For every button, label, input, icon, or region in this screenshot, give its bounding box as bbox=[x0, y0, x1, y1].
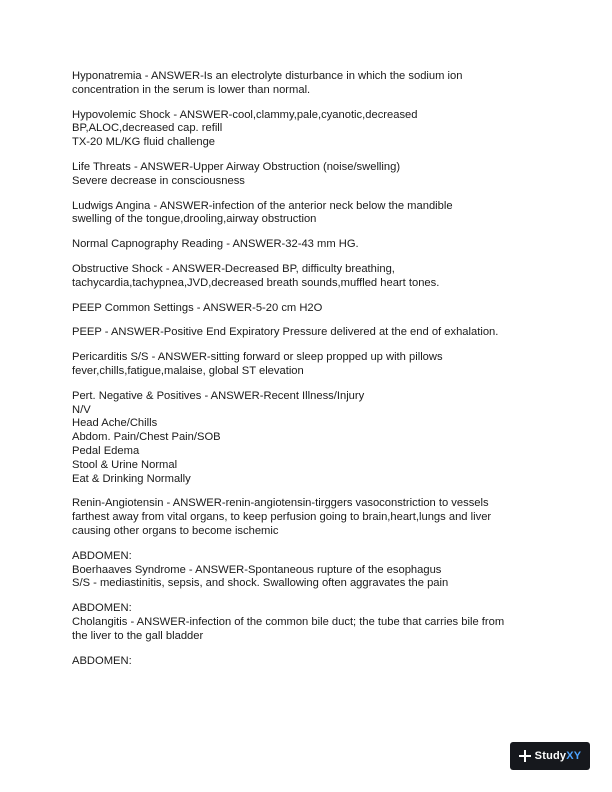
entry-line: Pert. Negative & Positives - ANSWER-Recent Illness/Injury bbox=[72, 389, 365, 402]
entry-line: Normal Capnography Reading - ANSWER-32-43 mm HG. bbox=[72, 238, 359, 251]
qa-entry bbox=[72, 326, 552, 340]
entry-line: Cholangitis - ANSWER-infection of the common bile duct; the tube that carries bile from bbox=[72, 615, 505, 628]
studyxy-badge[interactable] bbox=[510, 742, 590, 770]
qa-entry bbox=[72, 655, 552, 669]
document-body bbox=[72, 70, 552, 679]
entry-line: concentration in the serum is lower than normal. bbox=[72, 83, 311, 96]
qa-entry bbox=[72, 161, 552, 189]
entry-line: Eat & Drinking Normally bbox=[72, 472, 191, 485]
brand-name: StudyXY bbox=[534, 750, 582, 762]
qa-entry bbox=[72, 390, 552, 487]
qa-entry bbox=[72, 602, 552, 643]
entry-line: ABDOMEN: bbox=[72, 549, 132, 562]
entry-line: PEEP - ANSWER-Positive End Expiratory Pressure delivered at the end of exhalation. bbox=[72, 326, 499, 339]
entry-line: causing other organs to become ischemic bbox=[72, 524, 279, 537]
entry-line: ABDOMEN: bbox=[72, 602, 132, 615]
entry-line: Obstructive Shock - ANSWER-Decreased BP, difficulty breathing, bbox=[72, 262, 395, 275]
entry-line: farthest away from vital organs, to keep perfusion going to brain,heart,lungs and liver bbox=[72, 511, 492, 524]
entry-line: N/V bbox=[72, 403, 91, 416]
entry-line: Hypovolemic Shock - ANSWER-cool,clammy,pale,cyanotic,decreased bbox=[72, 108, 418, 121]
qa-entry bbox=[72, 70, 552, 98]
entry-line: fever,chills,fatigue,malaise, global ST elevation bbox=[72, 364, 304, 377]
qa-entry bbox=[72, 263, 552, 291]
entry-line: swelling of the tongue,drooling,airway obstruction bbox=[72, 213, 317, 226]
qa-entry bbox=[72, 497, 552, 538]
entry-line: Boerhaaves Syndrome - ANSWER-Spontaneous rupture of the esophagus bbox=[72, 563, 442, 576]
entry-line: TX-20 ML/KG fluid challenge bbox=[72, 136, 216, 149]
entry-line: S/S - mediastinitis, sepsis, and shock. Swallowing often aggravates the pain bbox=[72, 577, 449, 590]
entry-line: Life Threats - ANSWER-Upper Airway Obstruction (noise/swelling) bbox=[72, 160, 401, 173]
entry-line: Stool & Urine Normal bbox=[72, 458, 178, 471]
entry-line: Head Ache/Chills bbox=[72, 417, 158, 430]
entry-line: the liver to the gall bladder bbox=[72, 629, 204, 642]
entry-line: Renin-Angiotensin - ANSWER-renin-angiotensin-tirggers vasoconstriction to vessels bbox=[72, 497, 489, 510]
qa-entry bbox=[72, 351, 552, 379]
qa-entry bbox=[72, 200, 552, 228]
entry-line: Severe decrease in consciousness bbox=[72, 174, 245, 187]
entry-line: Pedal Edema bbox=[72, 444, 140, 457]
entry-line: Hyponatremia - ANSWER-Is an electrolyte disturbance in which the sodium ion bbox=[72, 70, 463, 82]
qa-entry bbox=[72, 302, 552, 316]
entry-line: PEEP Common Settings - ANSWER-5-20 cm H2O bbox=[72, 301, 323, 314]
qa-entry bbox=[72, 238, 552, 252]
entry-line: Pericarditis S/S - ANSWER-sitting forward or sleep propped up with pillows bbox=[72, 351, 443, 364]
qa-entry bbox=[72, 550, 552, 591]
qa-entry bbox=[72, 109, 552, 150]
entry-line: ABDOMEN: bbox=[72, 654, 132, 667]
entry-line: Ludwigs Angina - ANSWER-infection of the anterior neck below the mandible bbox=[72, 199, 453, 212]
plus-icon bbox=[519, 750, 531, 762]
entry-line: Abdom. Pain/Chest Pain/SOB bbox=[72, 431, 221, 444]
entry-line: tachycardia,tachypnea,JVD,decreased breath sounds,muffled heart tones. bbox=[72, 276, 440, 289]
entry-line: BP,ALOC,decreased cap. refill bbox=[72, 122, 223, 135]
